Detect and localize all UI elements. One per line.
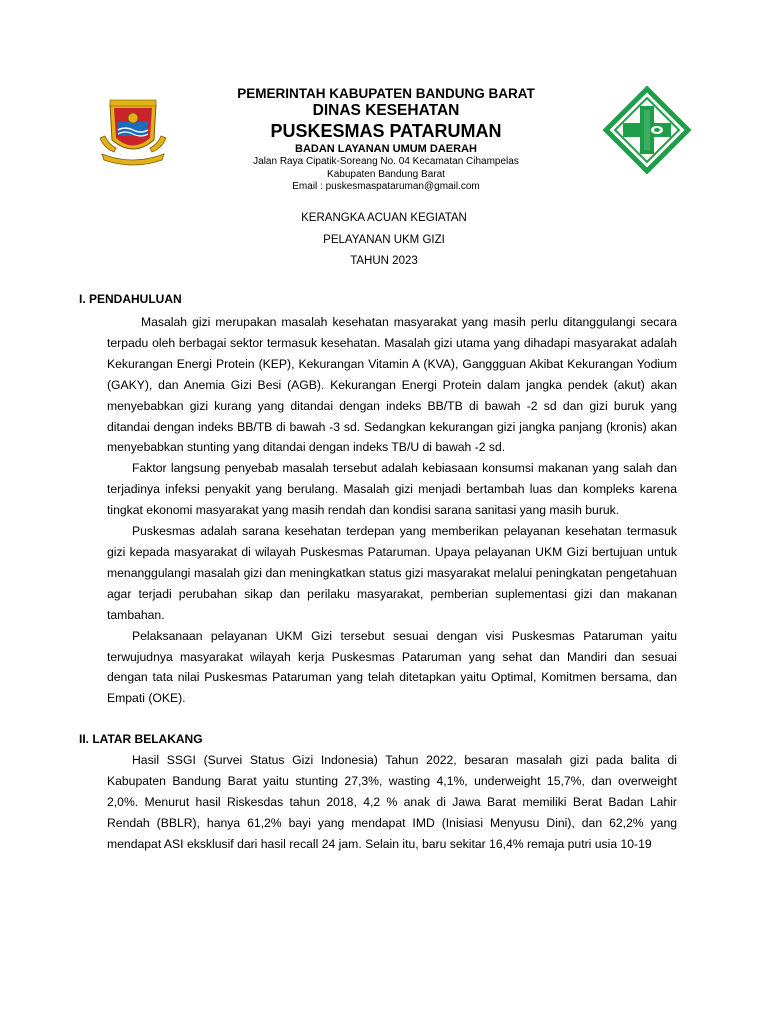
paragraph: Pelaksanaan pelayanan UKM Gizi tersebut sesuai dengan visi Puskesmas Pataruman yaitu terwujudnya masyarakat wilayah kerja Puskesmas Pataruman yang sehat dan Mandiri dan sesuai dengan tata nilai Puskesmas Pataruman yang telah ditetapkan yaitu Optimal, Komitmen bersama, dan Empati (OKE). — [107, 628, 677, 706]
puskesmas-logo-icon — [603, 86, 691, 174]
title-line-3: TAHUN 2023 — [350, 255, 418, 267]
section-heading-pendahuluan: I. PENDAHULUAN — [79, 292, 182, 306]
address-line-2: Kabupaten Bandung Barat — [327, 168, 445, 180]
section-body-latar-belakang — [107, 750, 677, 855]
letterhead — [200, 86, 572, 194]
email-line: Email : puskesmaspataruman@gmail.com — [292, 181, 480, 192]
title-line-2: PELAYANAN UKM GIZI — [323, 233, 445, 246]
paragraph: Faktor langsung penyebab masalah tersebut adalah kebiasaan konsumsi makanan yang salah dan terjadinya infeksi penyakit yang berulang. Masalah gizi menjadi bertambah luas dan kompleks karena tingkat ekonomi masyarakat yang masih rendah dan kondisi sarana sanitasi yang masih buruk. — [107, 461, 677, 518]
institution-name: PUSKESMAS PATARUMAN — [270, 121, 502, 141]
department-name: DINAS KESEHATAN — [312, 102, 460, 119]
paragraph: Puskesmas adalah sarana kesehatan terdepan yang memberikan pelayanan kesehatan termasuk gizi kepada masyarakat di wilayah Puskesmas Pataruman. Upaya pelayanan UKM Gizi bertujuan untuk menanggulangi masalah gizi dan meningkatkan status gizi masyarakat melalui peningkatan pengetahuan agar terjadi perubahan sikap dan perilaku masyarakat, pemberian suplementasi gizi dan makanan tambahan. — [107, 524, 677, 622]
institution-status: BADAN LAYANAN UMUM DAERAH — [295, 143, 477, 155]
section-heading-latar-belakang: II. LATAR BELAKANG — [79, 732, 203, 746]
paragraph: Hasil SSGI (Survei Status Gizi Indonesia) Tahun 2022, besaran masalah gizi pada balita di Kabupaten Bandung Barat yaitu stunting 27,3%, wasting 4,1%, underweight 15,7%, dan overweight 2,0%. Menurut hasil Riskesdas tahun 2018, 4,2 % anak di Jawa Barat memiliki Berat Badan Lahir Rendah (BBLR), hanya 61,2% bayi yang mendapat IMD (Inisiasi Menyusu Dini), dan 62,2% yang mendapat ASI eksklusif dari hasil recall 24 jam. Selain itu, baru sekitar 16,4% remaja putri usia 10-19 — [107, 753, 677, 851]
title-line-1: KERANGKA ACUAN KEGIATAN — [301, 212, 467, 224]
government-name: PEMERINTAH KABUPATEN BANDUNG BARAT — [237, 86, 535, 101]
section-body-pendahuluan — [107, 312, 677, 709]
kabupaten-bandung-barat-emblem-icon — [96, 98, 170, 168]
paragraph: Masalah gizi merupakan masalah kesehatan masyarakat yang masih perlu ditanggulangi secara terpadu oleh berbagai sektor termasuk kesehatan. Masalah gizi utama yang dihadapi masyarakat adalah Kekurangan Energi Protein (KEP), Kekurangan Vitamin A (KVA), Ganggguan Akibat Kekurangan Yodium (GAKY), dan Anemia Gizi Besi (AGB). Kekurangan Energi Protein dalam jangka pendek (akut) akan menyebabkan gizi kurang yang ditandai dengan indeks BB/TB di bawah -2 sd dan gizi buruk yang ditandai dengan indeks BB/TB di bawah -3 sd. Sedangkan kekurangan gizi jangka panjang (kronis) akan menyebabkan stunting yang ditandai dengan indeks TB/U di bawah -2 sd. — [107, 315, 677, 455]
document-title — [0, 208, 768, 273]
address-line-1: Jalan Raya Cipatik-Soreang No. 04 Kecamatan Cihampelas — [253, 156, 519, 167]
